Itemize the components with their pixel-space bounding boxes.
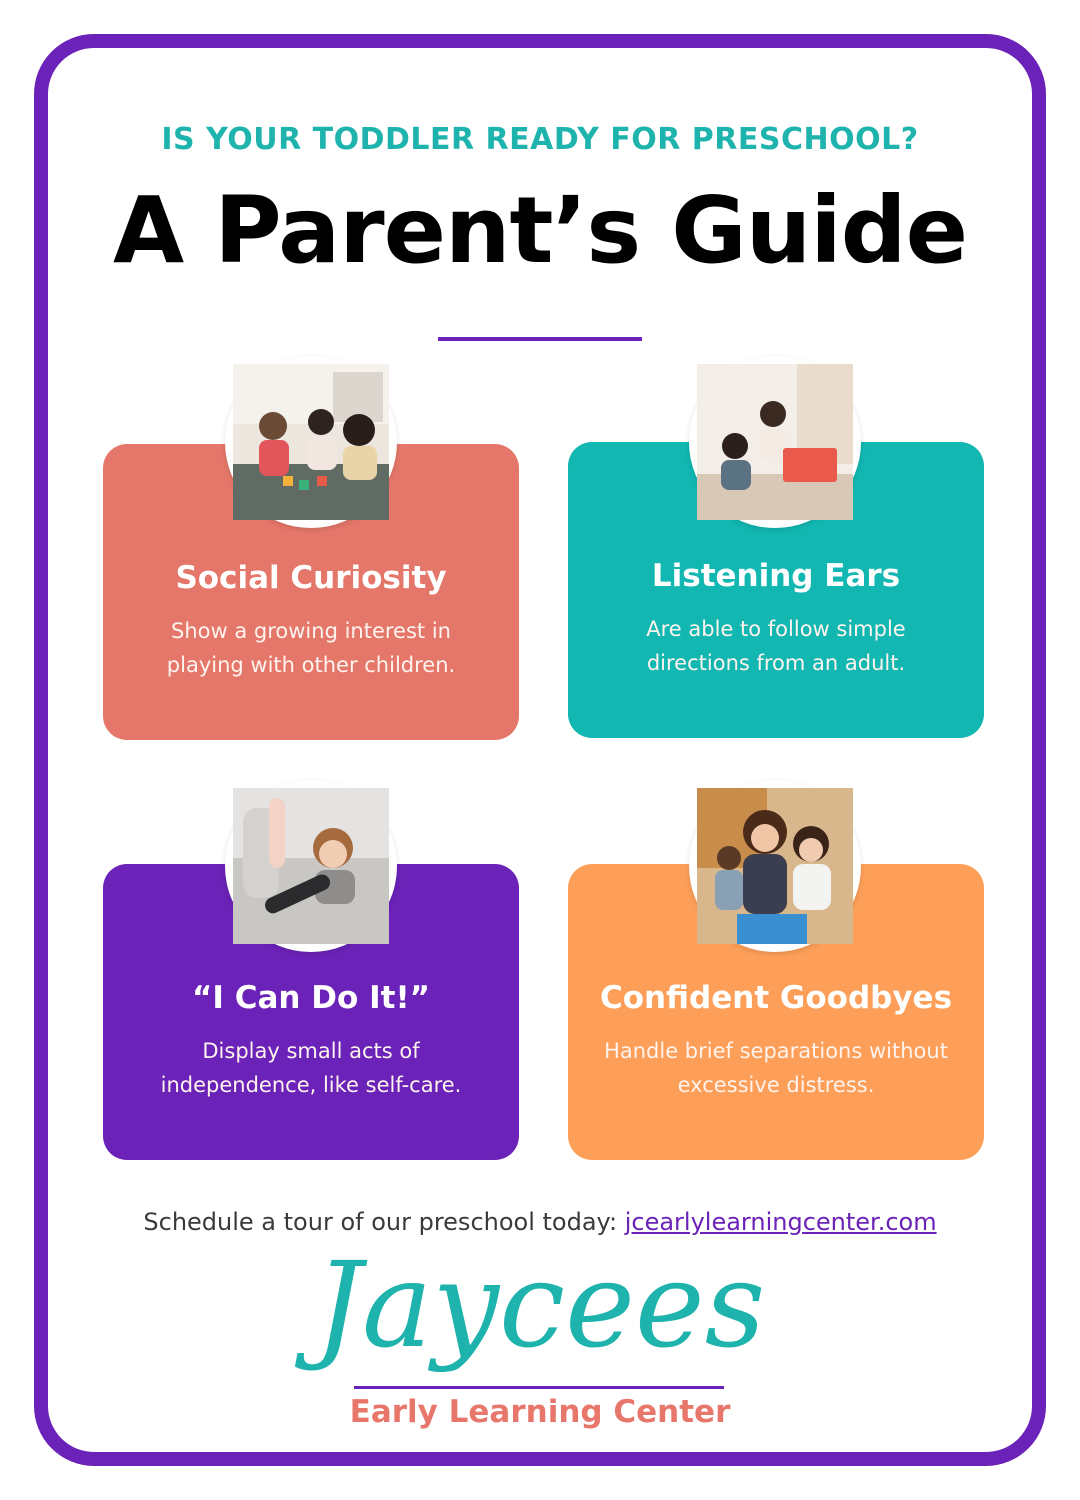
card-title: Social Curiosity	[175, 560, 447, 596]
page-title: A Parent’s Guide	[112, 177, 968, 284]
call-to-action	[0, 1208, 1080, 1236]
parent-hugging-children-photo	[689, 780, 861, 952]
card-description: Are able to follow simple directions from an adult.	[646, 617, 906, 675]
card-title: “I Can Do It!”	[192, 980, 430, 1016]
eyebrow-heading: IS YOUR TODDLER READY FOR PRESCHOOL?	[161, 122, 919, 157]
logo-script-text: Jaycees	[314, 1236, 766, 1374]
jaycees-logo-script	[314, 1236, 766, 1376]
children-playing-photo	[225, 356, 397, 528]
card-title: Listening Ears	[651, 558, 901, 594]
card-title: Confident Goodbyes	[599, 980, 953, 1016]
website-link[interactable]: jcearlylearningcenter.com	[624, 1208, 937, 1236]
cta-text: Schedule a tour of our preschool today:	[143, 1208, 625, 1236]
card-description: Show a growing interest in playing with other children.	[166, 619, 456, 677]
toddler-dressing-photo	[225, 780, 397, 952]
card-description: Display small acts of independence, like self-care.	[160, 1039, 462, 1097]
card-description: Handle brief separations without excessive distress.	[604, 1039, 948, 1097]
title-divider	[438, 337, 642, 341]
adult-with-child-photo	[689, 356, 861, 528]
logo-underline	[354, 1386, 724, 1389]
logo-subtitle: Early Learning Center	[349, 1394, 731, 1430]
